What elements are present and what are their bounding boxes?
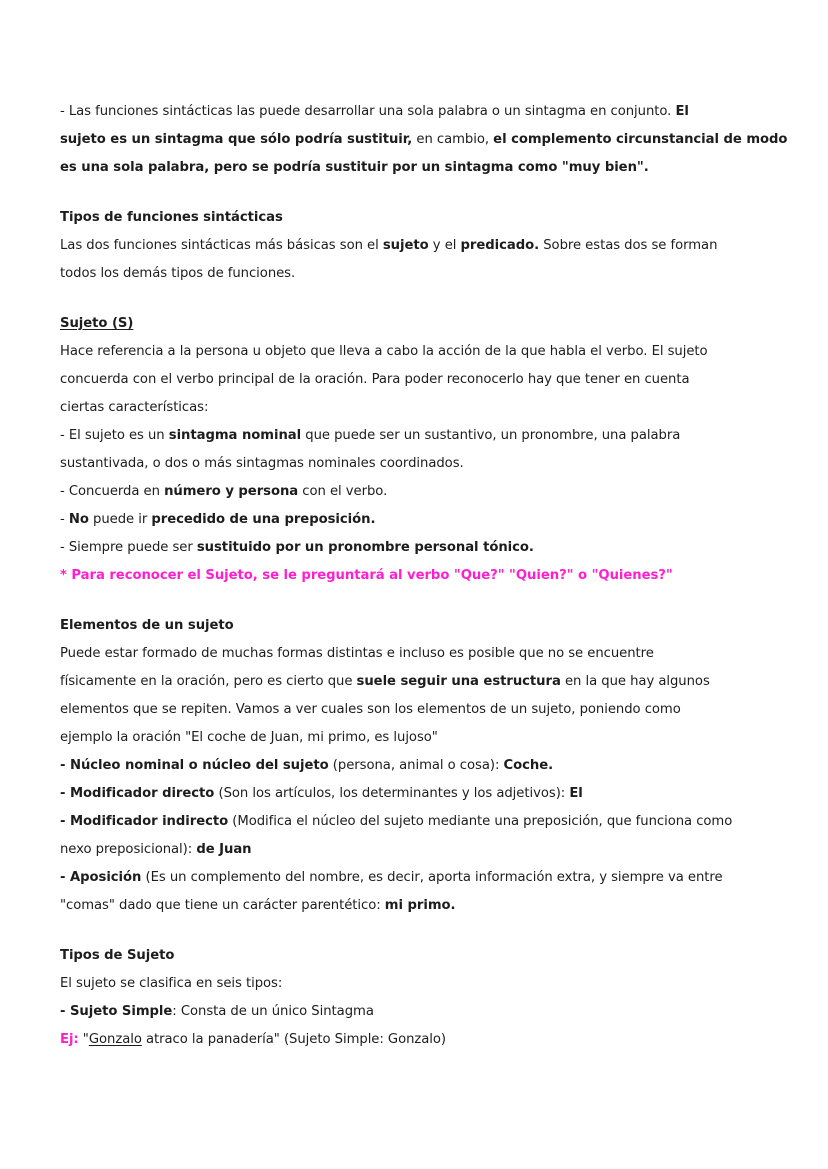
section-heading-elementos: Elementos de un sujeto — [60, 618, 234, 633]
bold-run: - Modificador indirecto — [60, 814, 229, 829]
intro-line-2 — [60, 126, 788, 154]
section-heading-sujeto: Sujeto (S) — [60, 316, 134, 331]
elementos-line-4: ejemplo la oración "El coche de Juan, mi primo, es lujoso" — [60, 730, 438, 745]
document-body — [60, 98, 788, 1054]
elementos-line-2 — [60, 668, 775, 696]
text-run: puede ir — [88, 512, 152, 527]
underlined-run: Gonzalo — [88, 1032, 142, 1047]
tipos-funciones-line-1 — [60, 232, 775, 260]
example-label: Ej: — [60, 1032, 79, 1047]
bold-run: sustituido por un pronombre personal tónico. — [196, 540, 534, 555]
bold-run: - Aposición — [60, 870, 142, 885]
bold-run: suele seguir una estructura — [356, 674, 561, 689]
text-run: (persona, animal o cosa): — [328, 758, 504, 773]
section-heading-tipos-sujeto: Tipos de Sujeto — [60, 948, 175, 963]
text-run: en la que hay algunos — [560, 674, 710, 689]
tipos-funciones-line-2: todos los demás tipos de funciones. — [60, 266, 296, 281]
text-run: nexo preposicional): — [60, 842, 197, 857]
tipos-sujeto-item-1 — [60, 998, 775, 1026]
bold-run: - Núcleo nominal o núcleo del sujeto — [60, 758, 329, 773]
bold-run: número y persona — [164, 484, 299, 499]
bold-run: predicado. — [460, 238, 540, 253]
bold-run: Coche. — [503, 758, 554, 773]
bold-run: sujeto — [382, 238, 429, 253]
sujeto-bullet-4 — [60, 534, 775, 562]
text-run: (Son los artículos, los determinantes y los adjetivos): — [214, 786, 570, 801]
text-run: atraco la panadería" (Sujeto Simple: Gonzalo) — [141, 1032, 447, 1047]
sujeto-line-3: ciertas características: — [60, 400, 209, 415]
bold-run: sujeto es un sintagma que sólo podría sustituir, — [60, 132, 413, 147]
text-run: - Concuerda en — [60, 484, 165, 499]
text-run: "comas" dado que tiene un carácter parentético: — [60, 898, 385, 913]
text-run: físicamente en la oración, pero es cierto que — [60, 674, 357, 689]
sujeto-line-1: Hace referencia a la persona u objeto que lleva a cabo la acción de la que habla el verbo. El sujeto — [60, 344, 708, 359]
bold-run: de Juan — [196, 842, 252, 857]
text-run: (Modifica el núcleo del sujeto mediante una preposición, que funciona como — [228, 814, 733, 829]
bold-run: - Sujeto Simple — [60, 1004, 173, 1019]
sujeto-line-2: concuerda con el verbo principal de la oración. Para poder reconocerlo hay que tener en cuenta — [60, 372, 690, 387]
bold-run: es una sola palabra, pero se podría sustituir por un sintagma como "muy bien". — [60, 160, 649, 175]
bold-run: El — [675, 104, 689, 119]
elementos-line-3: elementos que se repiten. Vamos a ver cuales son los elementos de un sujeto, poniendo como — [60, 702, 681, 717]
text-run: Las dos funciones sintácticas más básicas son el — [60, 238, 383, 253]
elementos-item-2 — [60, 780, 775, 808]
section-heading-tipos-funciones: Tipos de funciones sintácticas — [60, 210, 283, 225]
text-run: y el — [428, 238, 461, 253]
elementos-item-1 — [60, 752, 775, 780]
elementos-line-1: Puede estar formado de muchas formas distintas e incluso es posible que no se encuentre — [60, 646, 654, 661]
text-run: - El sujeto es un — [60, 428, 169, 443]
intro-line-1 — [60, 98, 775, 126]
tipos-sujeto-example — [60, 1026, 775, 1054]
text-run: con el verbo. — [298, 484, 388, 499]
text-run: en cambio, — [412, 132, 494, 147]
text-run: (Es un complemento del nombre, es decir, aporta información extra, y siempre va entre — [141, 870, 723, 885]
sujeto-note: * Para reconocer el Sujeto, se le preguntará al verbo "Que?" "Quien?" o "Quienes?" — [60, 568, 673, 583]
sujeto-bullet-1 — [60, 422, 775, 450]
text-run: que puede ser un sustantivo, un pronombre, una palabra — [301, 428, 681, 443]
elementos-item-3-cont — [60, 836, 775, 864]
elementos-item-4-cont — [60, 892, 775, 920]
sujeto-bullet-1-cont: sustantivada, o dos o más sintagmas nominales coordinados. — [60, 456, 464, 471]
elementos-item-4 — [60, 864, 775, 892]
bold-run: El — [569, 786, 583, 801]
text-run: - Siempre puede ser — [60, 540, 197, 555]
bold-run: - Modificador directo — [60, 786, 215, 801]
bold-run: sintagma nominal — [168, 428, 302, 443]
text-run: - — [60, 512, 69, 527]
intro-line-3 — [60, 154, 775, 182]
tipos-sujeto-line-1: El sujeto se clasifica en seis tipos: — [60, 976, 283, 991]
text-run: " — [78, 1032, 89, 1047]
text-run: Sobre estas dos se forman — [539, 238, 718, 253]
bold-run: mi primo. — [384, 898, 456, 913]
elementos-item-3 — [60, 808, 775, 836]
bold-run: No — [68, 512, 89, 527]
bold-run: el complemento circunstancial de modo — [493, 132, 788, 147]
sujeto-bullet-3 — [60, 506, 775, 534]
sujeto-bullet-2 — [60, 478, 775, 506]
text-run: : Consta de un único Sintagma — [172, 1004, 374, 1019]
bold-run: precedido de una preposición. — [151, 512, 376, 527]
text-run: - Las funciones sintácticas las puede desarrollar una sola palabra o un sintagma en conjunto. — [60, 104, 676, 119]
